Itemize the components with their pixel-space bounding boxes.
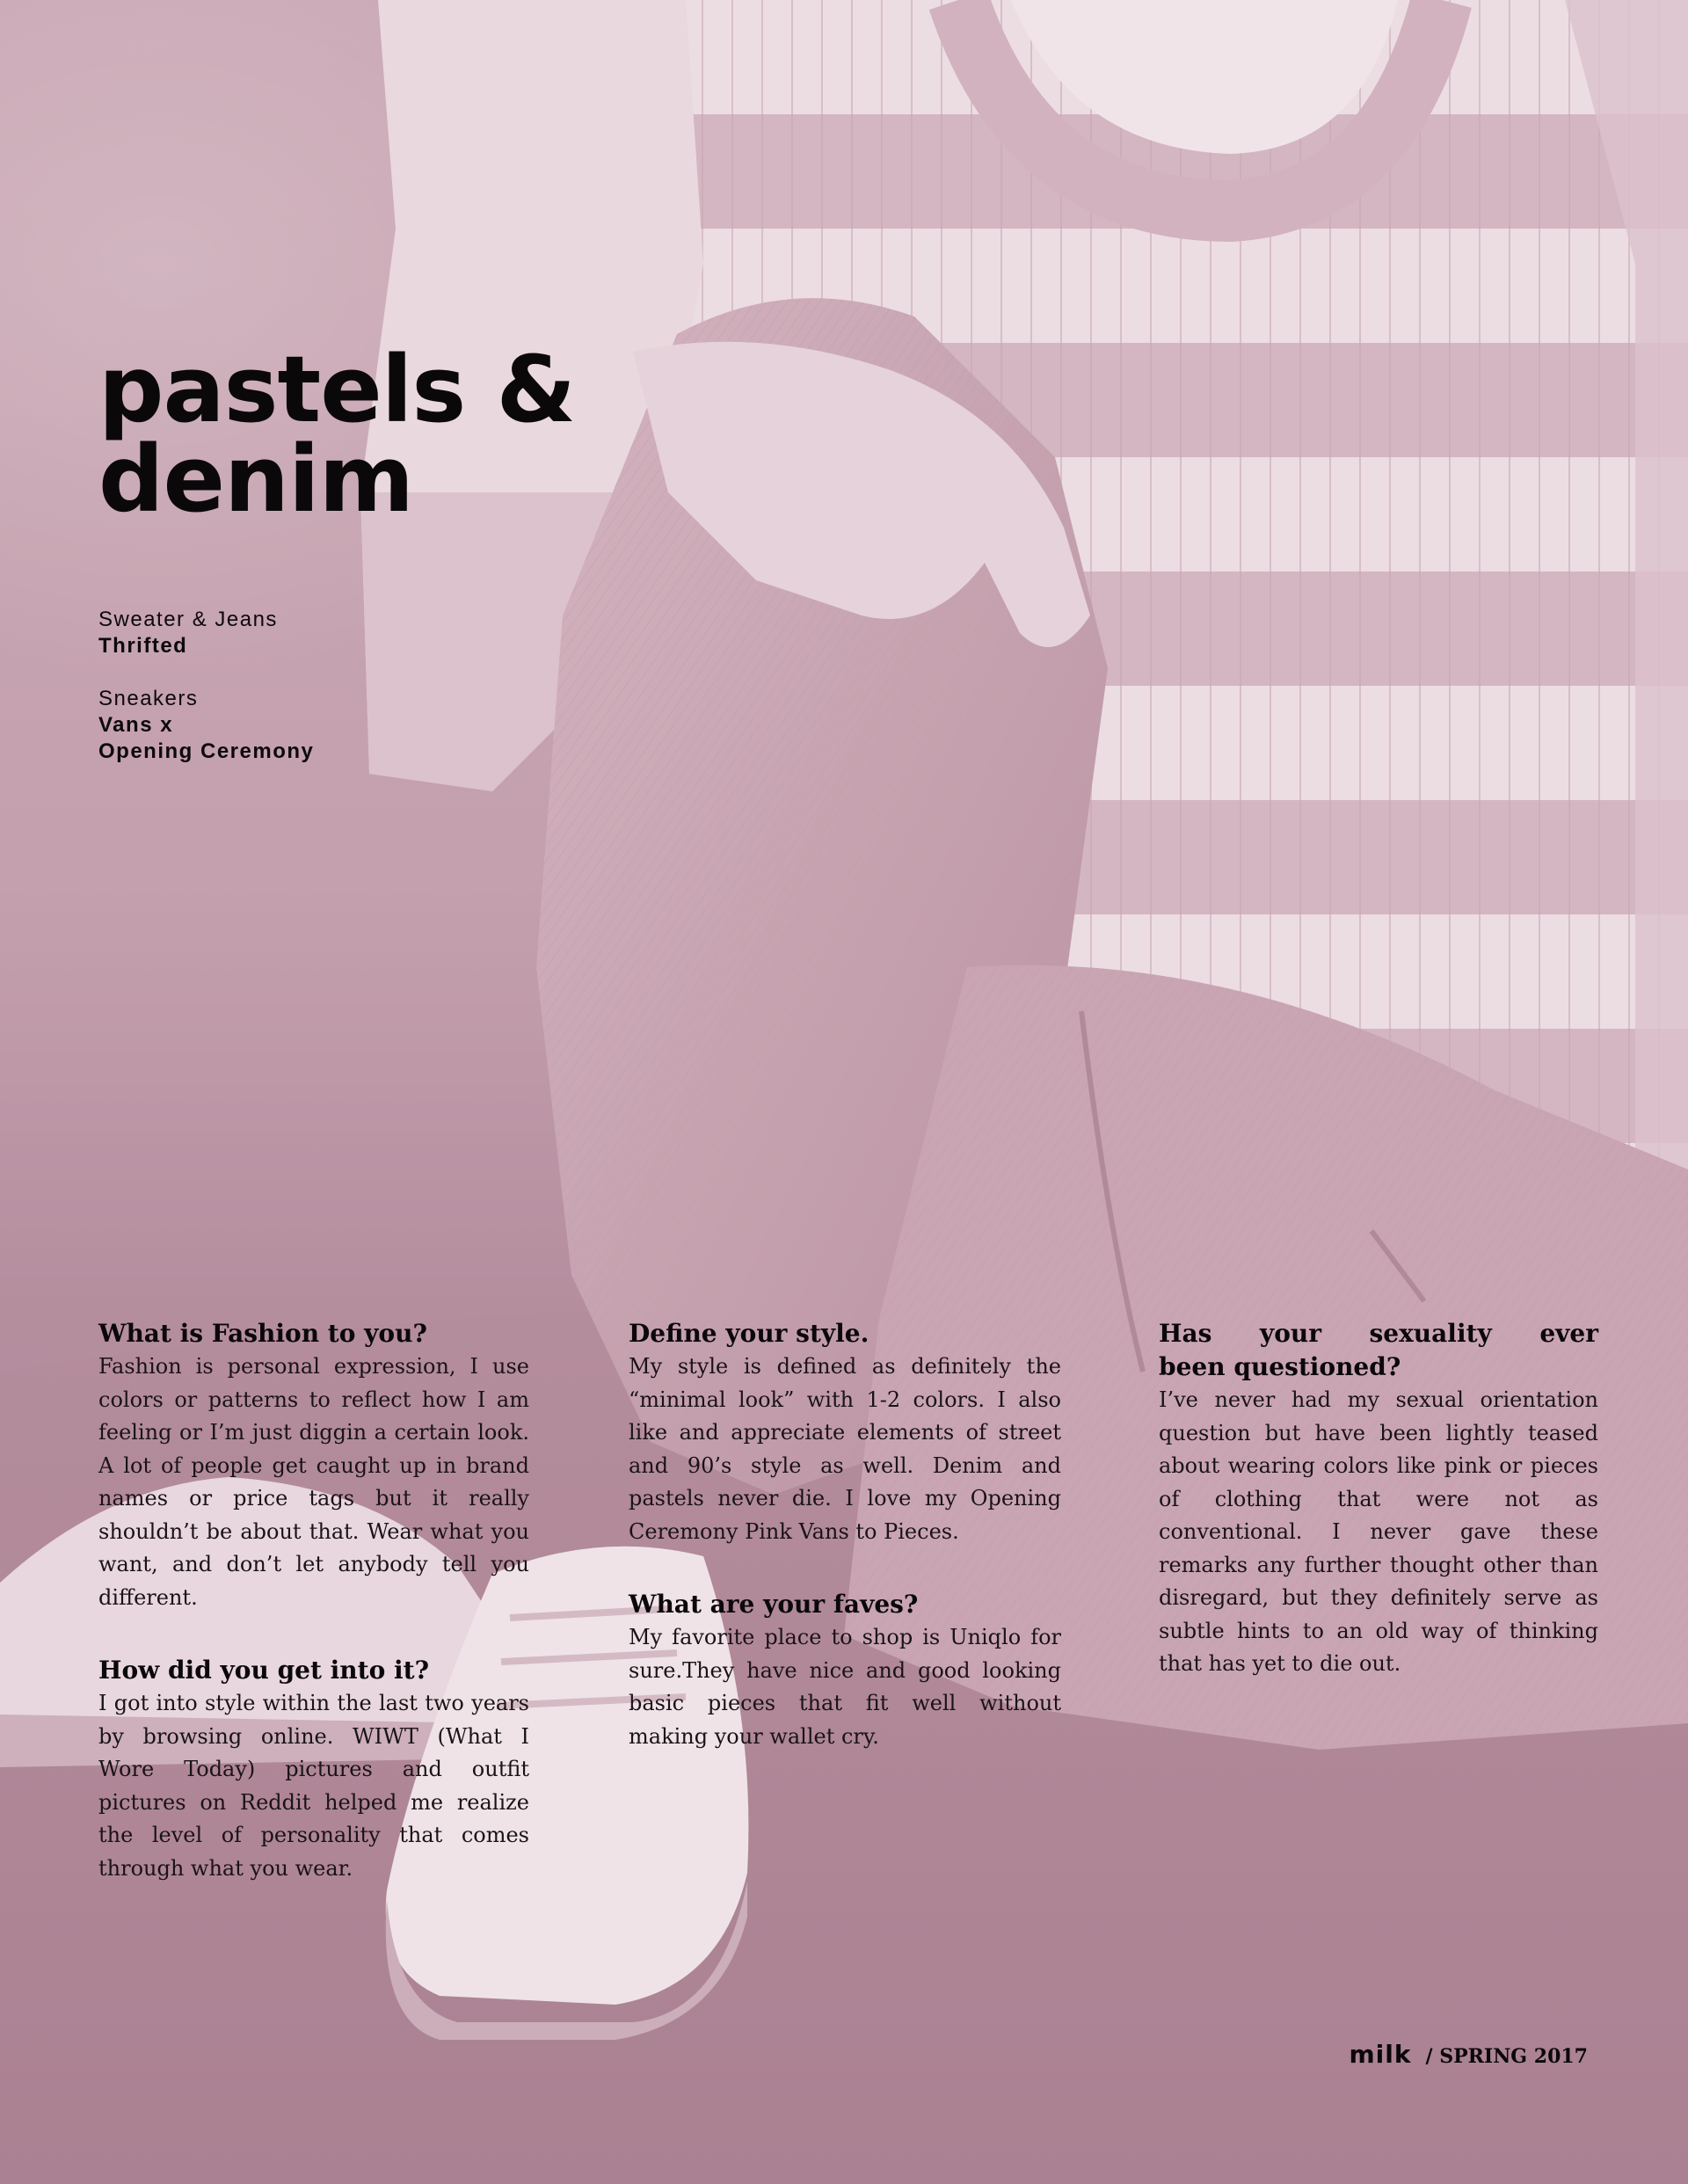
magazine-name: milk [1349,2040,1412,2069]
question-fashion: What is Fashion to you? [98,1319,427,1348]
credit-value-vans: Vans x [98,713,174,737]
question-style: Define your style. [629,1319,869,1348]
question-faves: What are your faves? [629,1590,919,1619]
question-sexuality [1159,1317,1598,1384]
credit-label-sneakers: Sneakers [98,687,199,710]
issue-label: / SPRING 2017 [1425,2045,1588,2068]
title-line-2: denim [98,426,414,533]
answer-sexuality: I’ve never had my sexual orientation question but have been lightly teased about wearing colors like pink or pieces of clothing that were not as conventional. I never gave these remarks any further thought other than disregard, but they definitely serve as subtle hints to an old way of thinking that has yet to die out. [1159,1387,1598,1676]
answer-faves: My favorite place to shop is Uniqlo for sure.They have nice and good looking basic pieces that fit well without making your wallet cry. [629,1625,1061,1749]
page-footer [1350,2040,1589,2069]
question-sexuality-line-1: Has your sexuality ever [1159,1319,1598,1348]
credit-label-sweater-jeans: Sweater & Jeans [98,608,278,631]
answer-fashion: Fashion is personal expression, I use colors or patterns to reflect how I am feeling or I’m just diggin a certain look. A lot of people get caught up in brand names or price tags but it really shouldn’t be about that. Wear what you want, and don’t let anybody tell you different. [98,1354,529,1610]
article-column-3 [1159,1317,1598,1681]
outfit-credits [98,607,314,765]
page-title [98,336,576,533]
question-sexuality-line-2: been questioned? [1159,1352,1401,1381]
credit-value-thrifted: Thrifted [98,634,188,658]
article-column-1 [98,1317,529,1885]
article-column-2 [629,1317,1061,1753]
question-get-into-it: How did you get into it? [98,1656,429,1685]
credit-value-opening-ceremony: Opening Ceremony [98,739,315,763]
title-line-1: pastels & [98,336,576,443]
answer-style: My style is defined as definitely the “minimal look” with 1-2 colors. I also like and appreciate elements of street and 90’s style as well. Denim and pastels never die. I love my Opening Ceremony Pink Vans to Pieces. [629,1354,1061,1544]
answer-get-into-it: I got into style within the last two years by browsing online. WIWT (What I Wore Today) pictures and outfit pictures on Reddit helped me realize the level of personality that comes through what you wear. [98,1691,529,1881]
